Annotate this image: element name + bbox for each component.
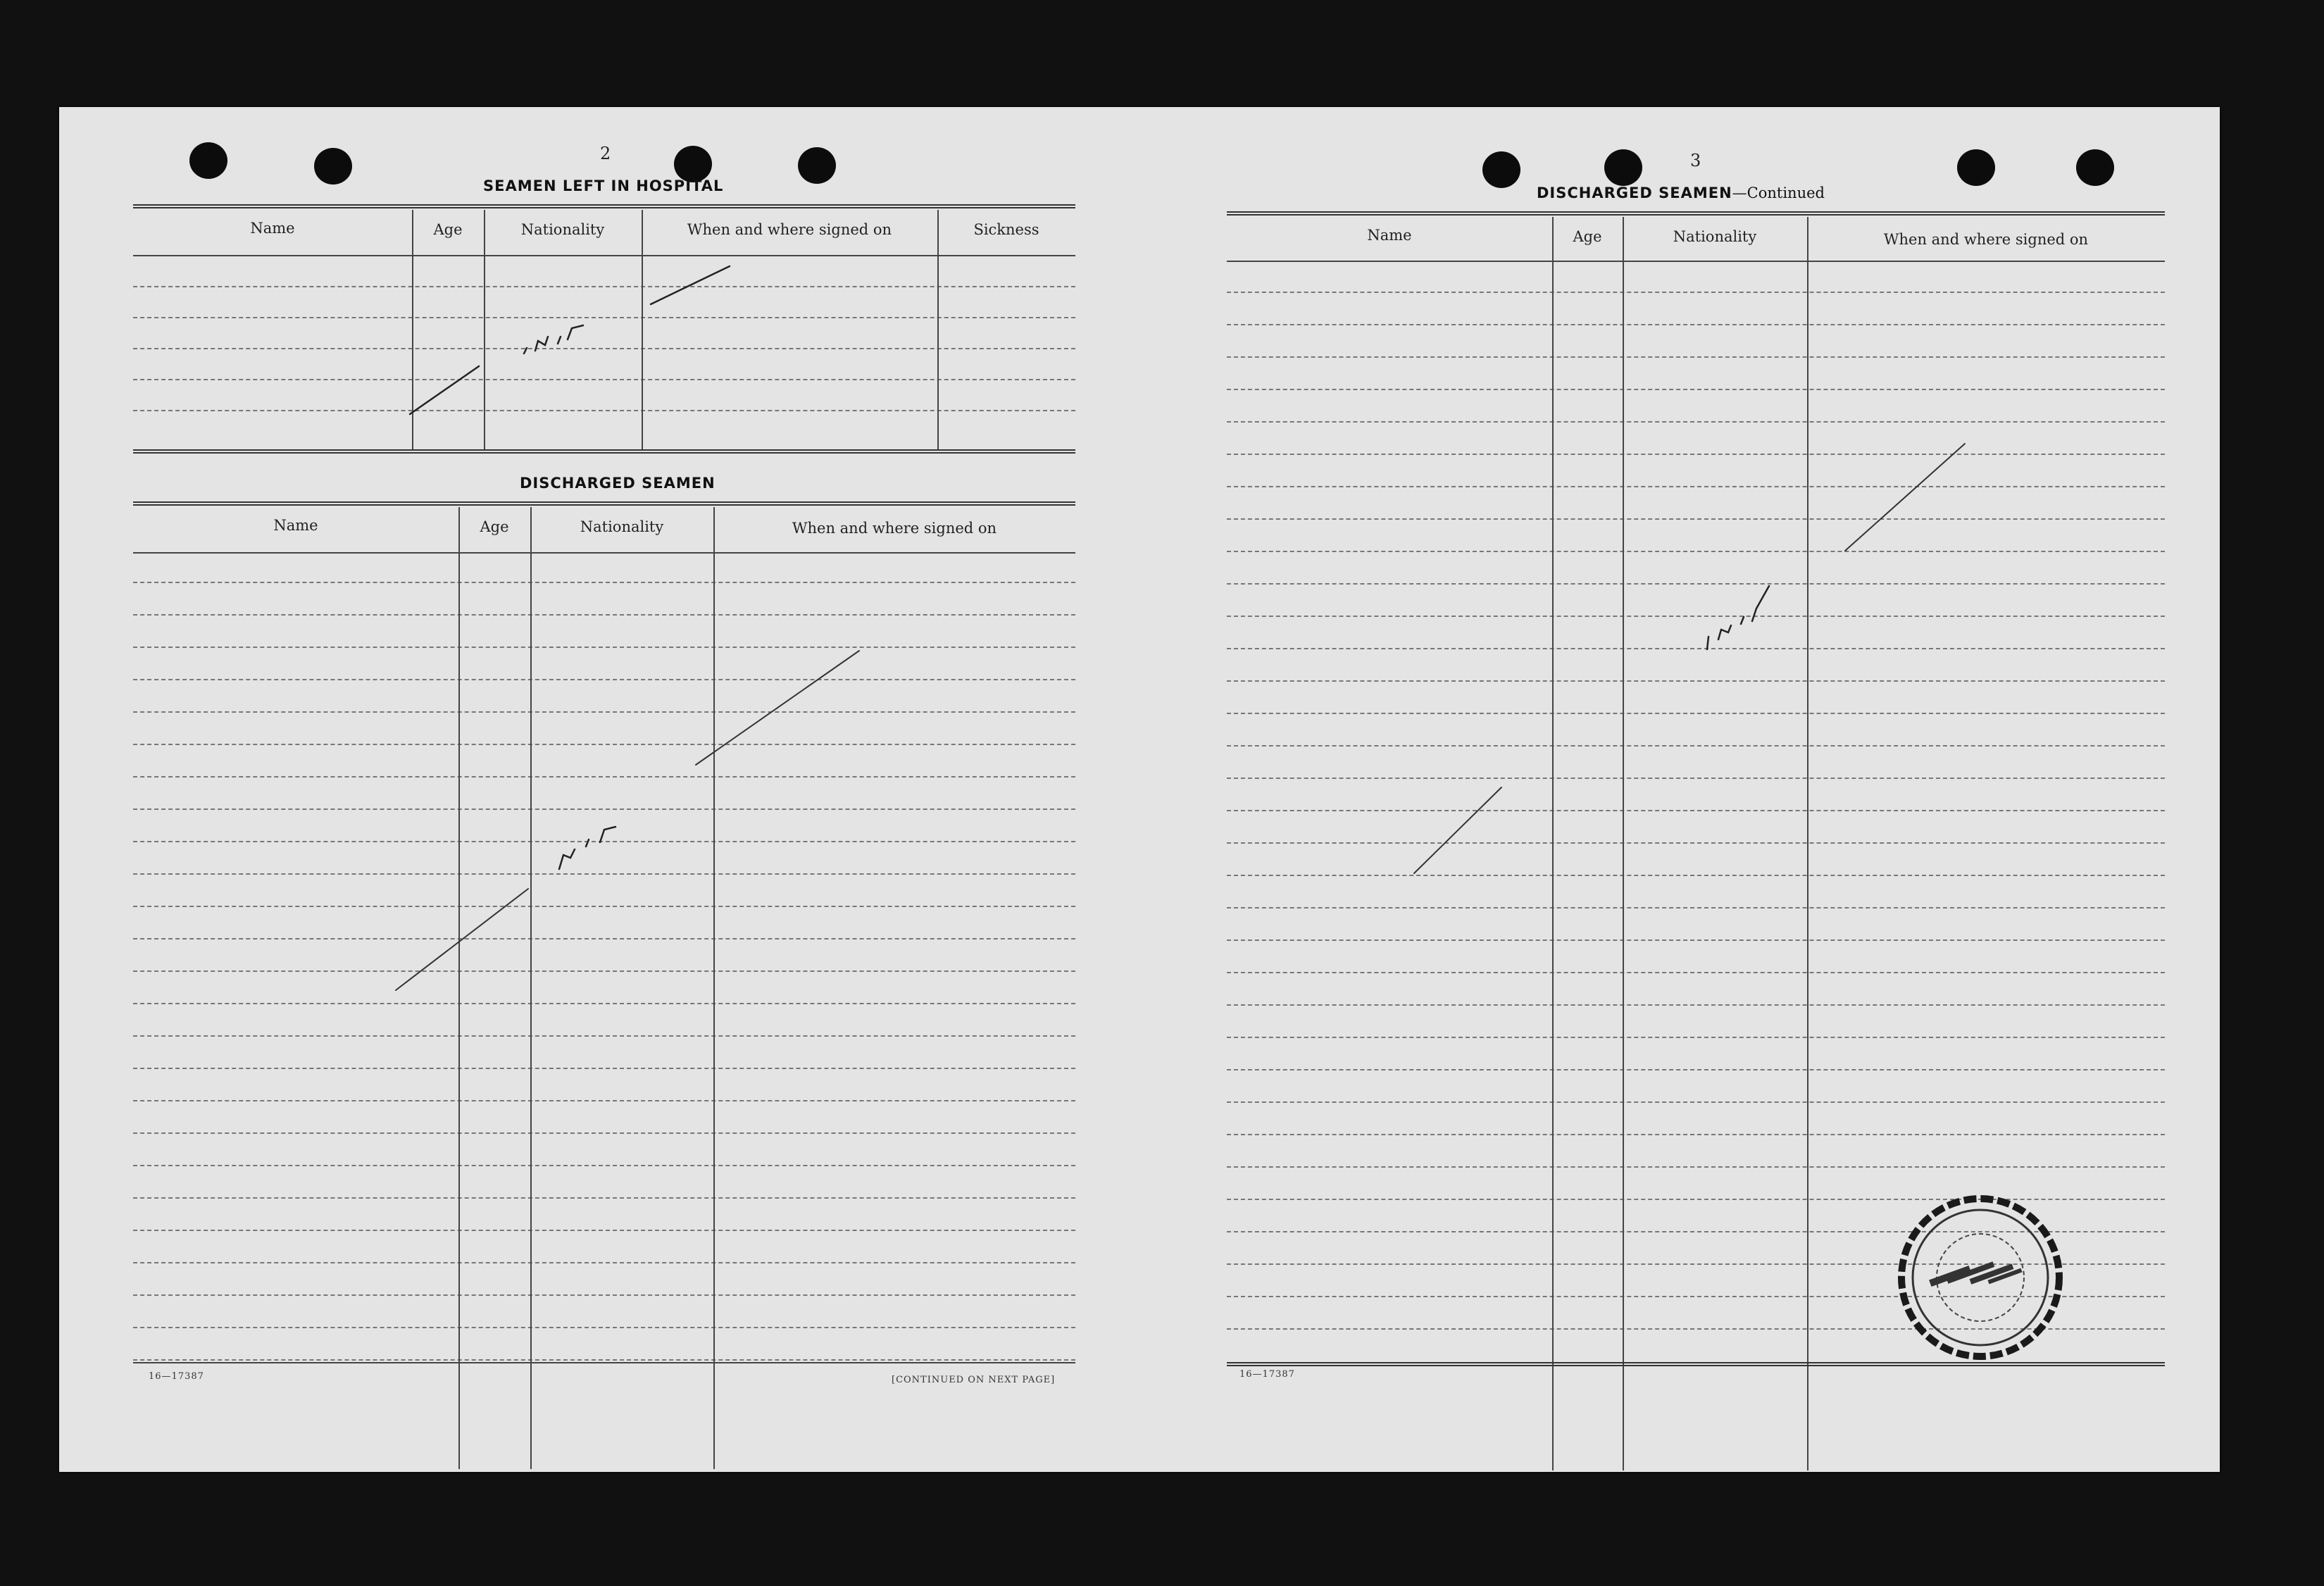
column-header-age: Age	[480, 518, 509, 535]
continued-suffix: —Continued	[1732, 185, 1825, 201]
page-number-right: 3	[1690, 151, 1701, 170]
column-header-name: Name	[250, 220, 295, 237]
document-sheet	[59, 107, 2220, 1472]
column-header-name: Name	[1367, 227, 1412, 244]
column-header-nationality: Nationality	[1673, 228, 1757, 245]
column-header-age: Age	[1573, 228, 1602, 245]
column-header-name: Name	[273, 517, 318, 534]
form-number-right: 16—17387	[1239, 1369, 1295, 1380]
page-number-left: 2	[600, 144, 611, 163]
discharged-section-title: DISCHARGED SEAMEN	[520, 475, 716, 492]
column-header-signed-on: When and where signed on	[1883, 231, 2089, 248]
column-header-sickness: Sickness	[973, 221, 1039, 238]
column-header-nationality: Nationality	[520, 221, 605, 238]
form-number-left: 16—17387	[149, 1371, 204, 1382]
column-header-signed-on: When and where signed on	[687, 221, 892, 238]
discharged-title-text: DISCHARGED SEAMEN	[1537, 185, 1732, 201]
hospital-section-title: SEAMEN LEFT IN HOSPITAL	[483, 177, 724, 194]
circular-stamp-image	[1890, 1185, 2066, 1368]
column-header-nationality: Nationality	[580, 518, 664, 535]
column-header-age: Age	[433, 221, 463, 238]
column-header-signed-on: When and where signed on	[792, 520, 997, 537]
continued-note: [CONTINUED ON NEXT PAGE]	[892, 1375, 1056, 1385]
